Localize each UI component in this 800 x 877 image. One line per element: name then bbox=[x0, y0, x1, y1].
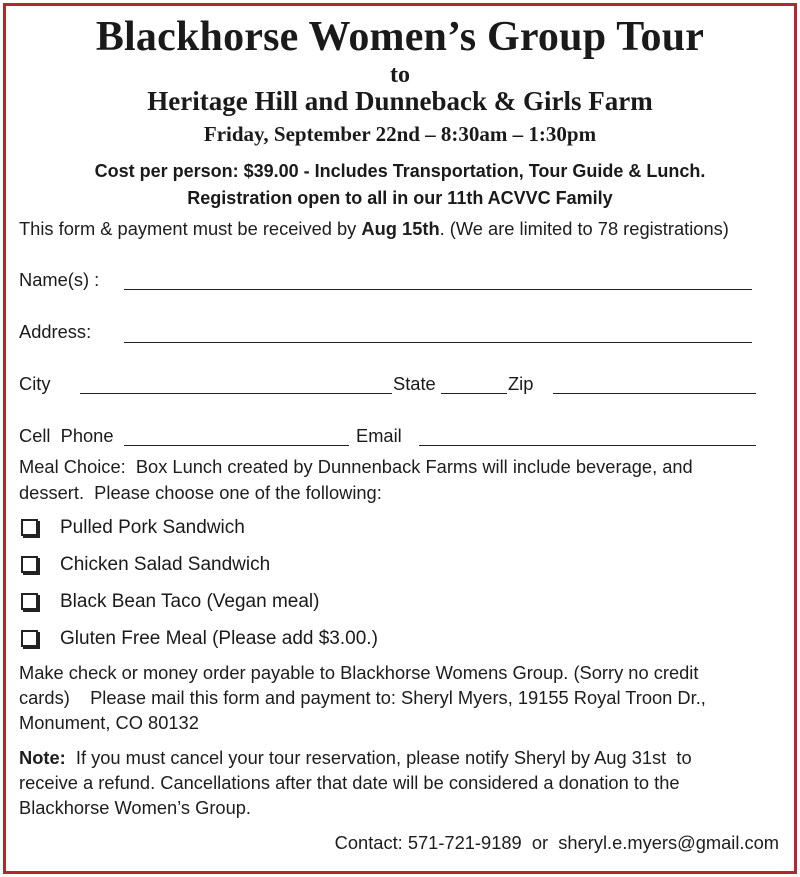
name-label: Name(s) : bbox=[19, 269, 100, 290]
note-text: If you must cancel your tour reservation, please notify Sheryl by Aug 31st to bbox=[65, 747, 692, 768]
name-field[interactable] bbox=[124, 289, 752, 290]
meal-checkbox-black-bean-taco[interactable] bbox=[21, 593, 38, 610]
cost-line: Cost per person: $39.00 - Includes Transportation, Tour Guide & Lunch. bbox=[94, 161, 706, 181]
zip-label: Zip bbox=[508, 373, 534, 394]
contact-label: Contact: bbox=[334, 832, 408, 853]
deadline-date: Aug 15th bbox=[361, 218, 440, 239]
contact-separator: or bbox=[521, 832, 559, 853]
meal-checkbox-gluten-free[interactable] bbox=[21, 630, 38, 647]
title-connector: to bbox=[390, 62, 410, 88]
page-title: Blackhorse Women’s Group Tour bbox=[95, 14, 705, 60]
cancellation-note-line3: Blackhorse Women’s Group. bbox=[19, 797, 252, 818]
registration-line: Registration open to all in our 11th ACVVC Family bbox=[187, 188, 613, 208]
phone-field[interactable] bbox=[124, 445, 349, 446]
meal-checkbox-chicken-salad[interactable] bbox=[21, 556, 38, 573]
destination-heading: Heritage Hill and Dunneback & Girls Farm bbox=[147, 86, 653, 116]
payment-line1: Make check or money order payable to Blackhorse Womens Group. (Sorry no credit bbox=[19, 662, 699, 683]
meal-checkbox-pulled-pork[interactable] bbox=[21, 519, 38, 536]
deadline-prefix: This form & payment must be received by bbox=[19, 218, 362, 239]
address-field[interactable] bbox=[124, 342, 752, 343]
contact-line bbox=[335, 831, 779, 855]
zip-field[interactable] bbox=[553, 393, 756, 394]
cancellation-note-line1 bbox=[19, 746, 692, 770]
meal-option-label: Pulled Pork Sandwich bbox=[60, 517, 245, 538]
meal-option-label: Chicken Salad Sandwich bbox=[60, 554, 271, 575]
email-field[interactable] bbox=[419, 445, 756, 446]
city-label: City bbox=[19, 373, 51, 394]
state-field[interactable] bbox=[441, 393, 507, 394]
address-label: Address: bbox=[19, 321, 92, 342]
contact-email[interactable]: sheryl.e.myers@gmail.com bbox=[558, 832, 779, 853]
meal-intro-line2: dessert. Please choose one of the following: bbox=[19, 482, 382, 503]
state-label: State bbox=[393, 373, 436, 394]
phone-label: Cell Phone bbox=[19, 425, 114, 446]
contact-phone[interactable]: 571-721-9189 bbox=[407, 832, 522, 853]
deadline-suffix: . (We are limited to 78 registrations) bbox=[439, 218, 729, 239]
email-label: Email bbox=[356, 425, 402, 446]
meal-option-label: Gluten Free Meal (Please add $3.00.) bbox=[60, 628, 378, 649]
city-field[interactable] bbox=[80, 393, 392, 394]
meal-intro-line1: Meal Choice: Box Lunch created by Dunnenback Farms will include beverage, and bbox=[19, 456, 693, 477]
meal-option-label: Black Bean Taco (Vegan meal) bbox=[60, 591, 320, 612]
deadline-line bbox=[19, 217, 729, 241]
cancellation-note-line2: receive a refund. Cancellations after that date will be considered a donation to the bbox=[19, 772, 680, 793]
payment-line3: Monument, CO 80132 bbox=[19, 712, 199, 733]
note-label: Note: bbox=[19, 747, 66, 768]
payment-line2: cards) Please mail this form and payment to: Sheryl Myers, 19155 Royal Troon Dr., bbox=[19, 687, 706, 708]
date-time-heading: Friday, September 22nd – 8:30am – 1:30pm bbox=[203, 122, 597, 146]
